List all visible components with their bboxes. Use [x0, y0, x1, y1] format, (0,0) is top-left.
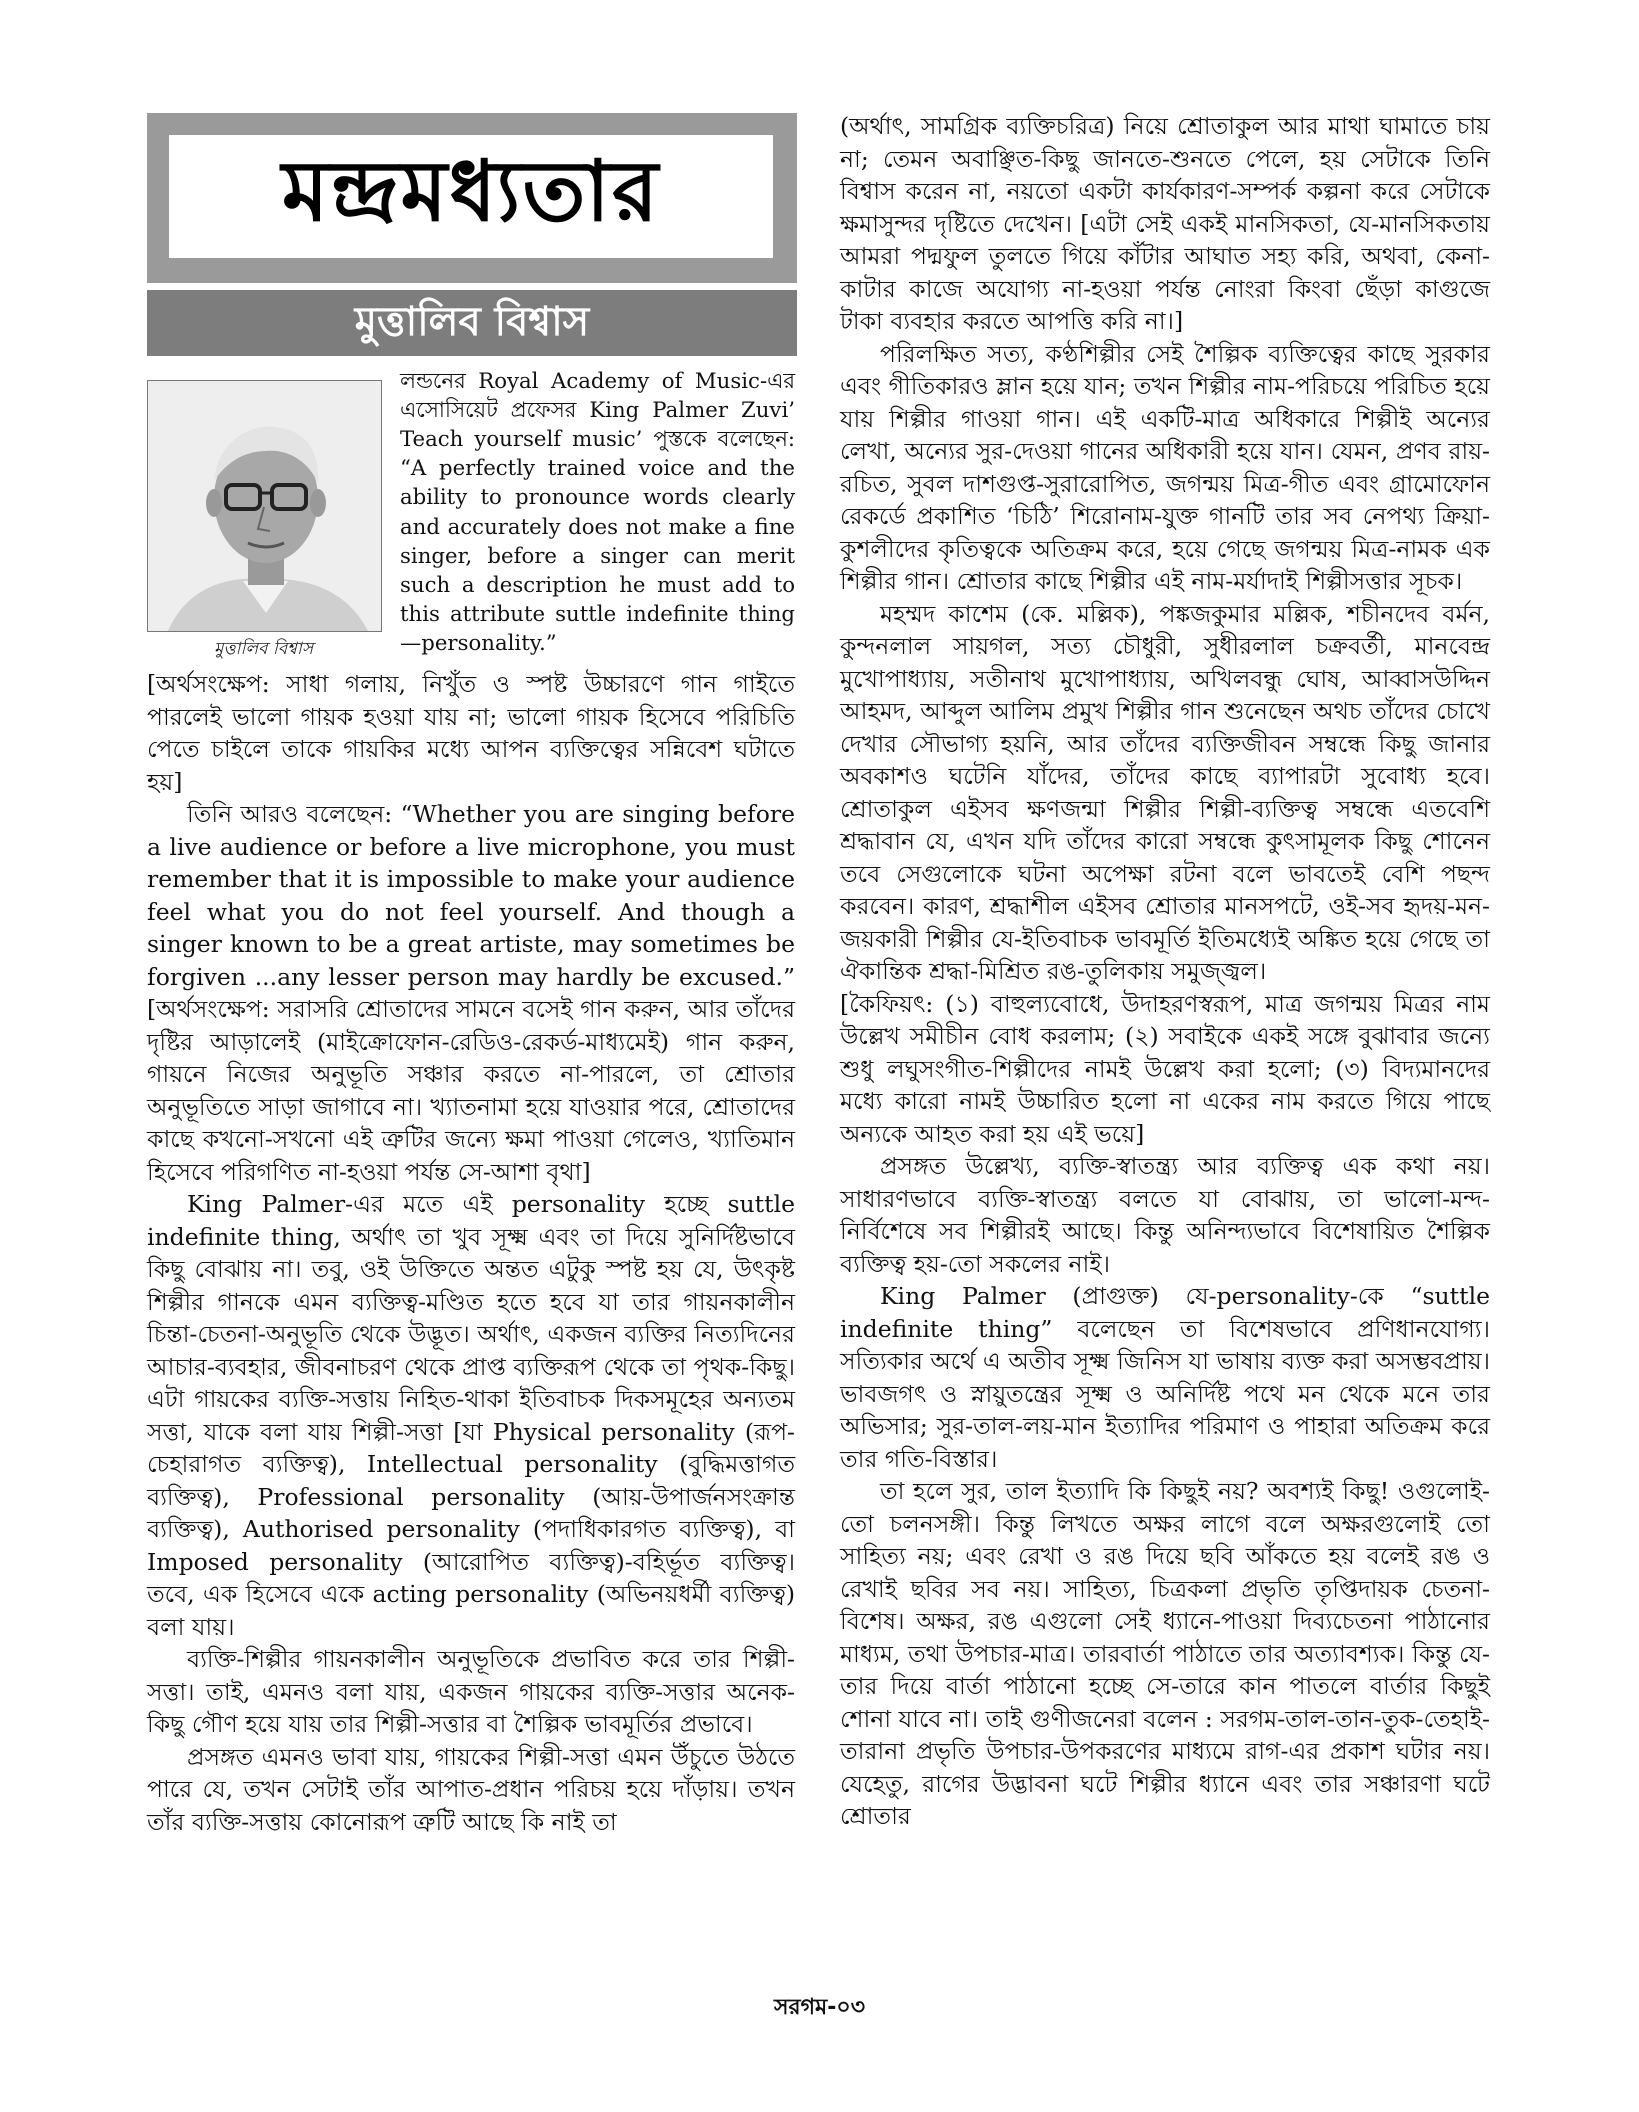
- left-column: [147, 668, 795, 1838]
- right-paragraph: King Palmer (প্রাগুক্ত) যে-personality-কে “suttle indefinite thing” বলেছেন তা বিশেষভাবে প্রণিধানযোগ্য। সত্যিকার অর্থে এ অতীব সূক্ষ্ম জিনিস যা ভাষায় ব্যক্ত করা অসম্ভবপ্রায়। ভাবজগৎ ও স্নায়ুতন্ত্রের সূক্ষ্ম ও অনির্দিষ্ট পথে মন থেকে মনে তার অভিসার; সুর-তাল-লয়-মান ইত্যাদির পরিমাণ ও পাহারা অতিক্রম করে তার গতি-বিস্তার।: [840, 1282, 1490, 1473]
- author-photo: [147, 380, 382, 632]
- portrait-image: [148, 381, 381, 631]
- right-paragraph: মহম্মদ কাশেম (কে. মল্লিক), পঙ্কজকুমার মল্লিক, শচীনদেব বর্মন, কুন্দনলাল সায়গল, সত্য চৌধুরী, সুধীরলাল চক্রবর্তী, মানবেন্দ্র মুখোপাধ্যায়, সতীনাথ মুখোপাধ্যায়, অখিলবন্ধু ঘোষ, আব্বাসউদ্দিন আহমদ, আব্দুল আলিম প্রমুখ শিল্পীর গান শুনেছেন অথচ তাঁদের চোখে দেখার সৌভাগ্য হয়নি, আর তাঁদের ব্যক্তিজীবন সম্বন্ধে কিছু জানার অবকাশও ঘটেনি যাঁদের, তাঁদের কাছে ব্যাপারটা সুবোধ্য হবে। শ্রোতাকুল এইসব ক্ষণজন্মা শিল্পীর শিল্পী-ব্যক্তিত্ব সম্বন্ধে এতবেশি শ্রদ্ধাবান যে, এখন যদি তাঁদের কারো সম্বন্ধে কুৎসামূলক কিছু শোনেন তবে সেগুলোকে ঘটনা অপেক্ষা রটনা বলে ভাবতেই বেশি পছন্দ করবেন। কারণ, শ্রদ্ধাশীল এইসব শ্রোতার মানসপটে, ওই-সব হৃদয়-মন-জয়কারী শিল্পীর যে-ইতিবাচক ভাবমূর্তি ইতিমধ্যেই অঙ্কিত হয়ে গেছে তা ঐকান্তিক শ্রদ্ধা-মিশ্রিত রঙ-তুলিকায় সমুজ্জ্বল।: [840, 599, 1490, 985]
- right-column: [840, 110, 1490, 1833]
- left-paragraph: প্রসঙ্গত এমনও ভাবা যায়, গায়কের শিল্পী-সত্তা এমন উঁচুতে উঠতে পারে যে, তখন সেটাই তাঁর আপাত-প্রধান পরিচয় হয়ে দাঁড়ায়। তখন তাঁর ব্যক্তি-সত্তায় কোনোরূপ ত্রুটি আছে কি নাই তা: [147, 1742, 795, 1836]
- left-paragraph: King Palmer-এর মতে এই personality হচ্ছে suttle indefinite thing, অর্থাৎ তা খুব সূক্ষ্ম এবং তা দিয়ে সুনির্দিষ্টভাবে কিছু বোঝায় না। তবু, ওই উক্তিতে অন্তত এটুকু স্পষ্ট হয় যে, উৎকৃষ্ট শিল্পীর গানকে এমন ব্যক্তিত্ব-মণ্ডিত হতে হবে যা তার গায়নকালীন চিন্তা-চেতনা-অনুভূতি থেকে উদ্ভূত। অর্থাৎ, একজন ব্যক্তির নিত্যদিনের আচার-ব্যবহার, জীবনাচরণ থেকে প্রাপ্ত ব্যক্তিরূপ থেকে তা পৃথক-কিছু। এটা গায়কের ব্যক্তি-সত্তায় নিহিত-থাকা ইতিবাচক দিকসমূহের অন্যতম সত্তা, যাকে বলা যায় শিল্পী-সত্তা [যা Physical personality (রূপ-চেহারাগত ব্যক্তিত্ব), Intellectual personality (বুদ্ধিমত্তাগত ব্যক্তিত্ব), Professional personality (আয়-উপার্জনসংক্রান্ত ব্যক্তিত্ব), Authorised personality (পদাধিকারগত ব্যক্তিত্ব), বা Imposed personality (আরোপিত ব্যক্তিত্ব)-বহির্ভূত ব্যক্তিত্ব। তবে, এক হিসেবে একে acting personality (অভিনয়ধর্মী ব্যক্তিত্ব) বলা যায়।: [147, 1190, 795, 1641]
- left-paragraph: তিনি আরও বলেছেন: “Whether you are singing before a live audience or before a live microphone, you must remember that it is impossible to make your audience feel what you do not feel yourself. And though a singer known to be a great artiste, may sometimes be forgiven ...any lesser person may hardly be excused.” [অর্থসংক্ষেপ: সরাসরি শ্রোতাদের সামনে বসেই গান করুন, আর তাঁদের দৃষ্টির আড়ালেই (মাইক্রোফোন-রেডিও-রেকর্ড-মাধ্যমেই) গান করুন, গায়নে নিজের অনুভূতি সঞ্চার করতে না-পারলে, তা শ্রোতার অনুভূতিতে সাড়া জাগাবে না। খ্যাতনামা হয়ে যাওয়ার পরে, শ্রোতাদের কাছে কখনো-সখনো এই ত্রুটির জন্যে ক্ষমা পাওয়া গেলেও, খ্যাতিমান হিসেবে পরিগণিত না-হওয়া পর্যন্ত সে-আশা বৃথা]: [147, 800, 795, 1186]
- left-paragraph: ব্যক্তি-শিল্পীর গায়নকালীন অনুভূতিকে প্রভাবিত করে তার শিল্পী-সত্তা। তাই, এমনও বলা যায়, একজন গায়কের ব্যক্তি-সত্তার অনেক-কিছু গৌণ হয়ে যায় তার শিল্পী-সত্তার বা শৈল্পিক ভাবমূর্তির প্রভাবে।: [147, 1645, 795, 1738]
- right-paragraph: (অর্থাৎ, সামগ্রিক ব্যক্তিচরিত্র) নিয়ে শ্রোতাকুল আর মাথা ঘামাতে চায় না; তেমন অবাঞ্ছিত-কিছু জানতে-শুনতে পেলে, হয় সেটাকে তিনি বিশ্বাস করেন না, নয়তো একটা কার্যকারণ-সম্পর্ক কল্পনা করে সেটাকে ক্ষমাসুন্দর দৃষ্টিতে দেখেন। [এটা সেই একই মানসিকতা, যে-মানসিকতায় আমরা পদ্মফুল তুলতে গিয়ে কাঁটার আঘাত সহ্য করি, অথবা, কেনা-কাটার কাজে অযোগ্য না-হওয়া পর্যন্ত নোংরা কিংবা ছেঁড়া কাগুজে টাকা ব্যবহার করতে আপত্তি করি না।]: [840, 112, 1490, 335]
- right-paragraph: প্রসঙ্গত উল্লেখ্য, ব্যক্তি-স্বাতন্ত্র্য আর ব্যক্তিত্ব এক কথা নয়। সাধারণভাবে ব্যক্তি-স্বাতন্ত্র্য বলতে যা বোঝায়, তা ভালো-মন্দ-নির্বিশেষে সব শিল্পীরই আছে। কিন্তু অনিন্দ্যভাবে বিশেষায়িত শৈল্পিক ব্যক্তিত্ব হয়-তো সকলের নাই।: [840, 1152, 1491, 1278]
- page-number: সরগম-০৩: [773, 1995, 865, 2020]
- article-title: মন্দ্রমধ্যতার: [169, 135, 773, 258]
- author-name: মুত্তালিব বিশ্বাস: [147, 290, 797, 356]
- photo-caption: মুত্তালিব বিশ্বাস: [213, 639, 314, 659]
- right-paragraph: তা হলে সুর, তাল ইত্যাদি কি কিছুই নয়? অবশ্যই কিছু! ওগুলোই-তো চলনসঙ্গী। কিন্তু লিখতে অক্ষর লাগে বলে অক্ষরগুলোই তো সাহিত্য নয়; এবং রেখা ও রঙ দিয়ে ছবি আঁকতে হয় বলেই রঙ ও রেখাই ছবির সব নয়। সাহিত্য, চিত্রকলা প্রভৃতি তৃপ্তিদায়ক চেতনা-বিশেষ। অক্ষর, রঙ এগুলো সেই ধ্যানে-পাওয়া দিব্যচেতনা পাঠানোর মাধ্যম, তথা উপচার-মাত্র। তারবার্তা পাঠাতে তার অত্যাবশ্যক। কিন্তু যে-তার দিয়ে বার্তা পাঠানো হচ্ছে সে-তারে কান পাতলে বার্তার কিছুই শোনা যাবে না। তাই গুণীজনেরা বলেন : সরগম-তাল-তান-তুক-তেহাই-তারানা প্রভৃতি উপচার-উপকরণের মাধ্যমে রাগ-এর প্রকাশ ঘটার নয়। যেহেতু, রাগের উদ্ভাবনা ঘটে শিল্পীর ধ্যানে এবং তার সঞ্চারণা ঘটে শ্রোতার: [840, 1477, 1490, 1830]
- left-paragraph: [অর্থসংক্ষেপ: সাধা গলায়, নিখুঁত ও স্পষ্ট উচ্চারণে গান গাইতে পারলেই ভালো গায়ক হওয়া যায় না; ভালো গায়ক হিসেবে পরিচিতি পেতে চাইলে তাকে গায়কির মধ্যে আপন ব্যক্তিত্বের সন্নিবেশ ঘটাতে হয়]: [147, 670, 795, 796]
- right-paragraph: [কৈফিয়ৎ: (১) বাহুল্যবোধে, উদাহরণস্বরূপ, মাত্র জগন্ময় মিত্রর নাম উল্লেখ সমীচীন বোধ করলাম; (২) সবাইকে একই সঙ্গে বুঝাবার জন্যে শুধু লঘুসংগীত-শিল্পীদের নামই উল্লেখ করা হলো; (৩) বিদ্যমানদের মধ্যে কারো নামই উচ্চারিত হলো না একের নাম করতে গিয়ে পাছে অন্যকে আহত করা হয় এই ভয়ে]: [840, 989, 1490, 1148]
- intro-text: লন্ডনের Royal Academy of Music-এর এসোসিয়েট প্রফেসর King Palmer Zuvi’ Teach yourself music’ পুস্তকে বলেছেন: “A perfectly trained voice and the ability to pronounce words clearly and accurately does not make a fine singer, before a singer can merit such a description he must add to this attribute suttle indefinite thing—personality.”: [400, 369, 795, 656]
- title-box: [147, 113, 797, 283]
- right-paragraph: পরিলক্ষিত সত্য, কণ্ঠশিল্পীর সেই শৈল্পিক ব্যক্তিত্বের কাছে সুরকার এবং গীতিকারও ম্লান হয়ে যান; তখন শিল্পীর নাম-পরিচয়ে পরিচিত হয়ে যায় শিল্পীর গাওয়া গান। এই একটি-মাত্র অধিকারে শিল্পীই অন্যের লেখা, অন্যের সুর-দেওয়া গানের অধিকারী হয়ে যান। যেমন, প্রণব রায়-রচিত, সুবল দাশগুপ্ত-সুরারোপিত, জগন্ময় মিত্র-গীত এবং গ্রামোফোন রেকর্ডে প্রকাশিত ‘চিঠি’ শিরোনাম-যুক্ত গানটি তার সব নেপথ্য ক্রিয়া-কুশলীদের কৃতিত্বকে অতিক্রম করে, হয়ে গেছে জগন্ময় মিত্র-নামক এক শিল্পীর গান। শ্রোতার কাছে শিল্পীর এই নাম-মর্যাদাই শিল্পীসত্তার সূচক।: [840, 339, 1490, 595]
- intro-paragraph: [400, 367, 795, 658]
